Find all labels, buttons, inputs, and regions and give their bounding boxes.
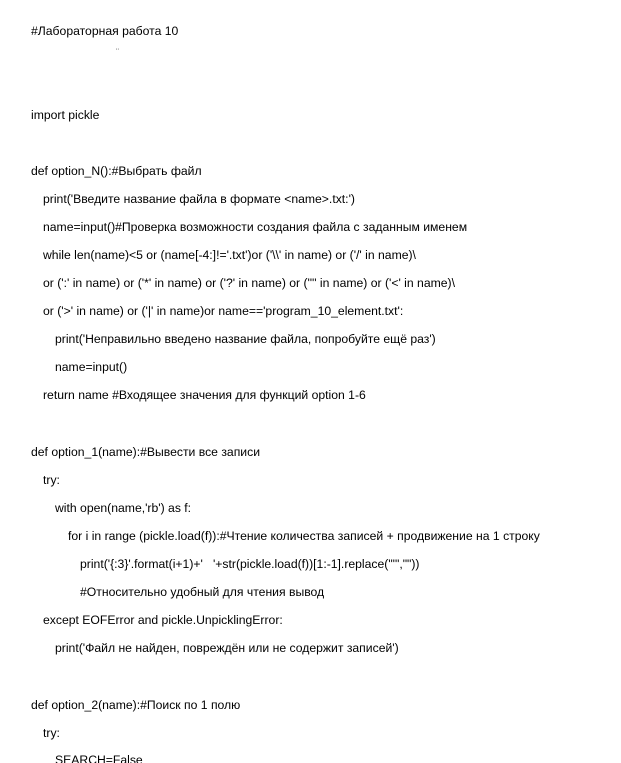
code-line-def-option-2: def option_2(name):#Поиск по 1 полю [31, 698, 241, 712]
code-line: with open(name,'rb') as f: [55, 501, 192, 515]
code-line: try: [43, 726, 60, 740]
code-line: while len(name)<5 or (name[-4:]!='.txt')or ('\\' in name) or ('/' in name)\ [43, 248, 416, 262]
code-line: print('Введите название файла в формате <name>.txt:') [43, 192, 355, 206]
code-line-import: import pickle [31, 108, 100, 122]
code-line: except EOFError and pickle.UnpicklingError: [43, 613, 283, 627]
code-line: print('Файл не найден, повреждён или не содержит записей') [55, 641, 399, 655]
code-line: or (':' in name) or ('*' in name) or ('?' in name) or ('"' in name) or ('<' in name)\ [43, 276, 455, 290]
code-line-comment-title: #Лабораторная работа 10 [31, 24, 179, 38]
code-line: or ('>' in name) or ('|' in name)or name=='program_10_element.txt': [43, 304, 404, 318]
code-line: SEARCH=False [55, 753, 143, 763]
stray-mark: ¨ [116, 47, 119, 57]
code-line: try: [43, 473, 60, 487]
code-line: print('Неправильно введено название файла, попробуйте ещё раз') [55, 332, 436, 346]
code-line: for i in range (pickle.load(f)):#Чтение количества записей + продвижение на 1 строку [68, 529, 540, 543]
code-line: print('{:3}'.format(i+1)+' '+str(pickle.load(f))[1:-1].replace("'","")) [80, 557, 420, 571]
code-line-def-option-1: def option_1(name):#Вывести все записи [31, 445, 261, 459]
code-line: #Относительно удобный для чтения вывод [80, 585, 325, 599]
code-line-def-option-n: def option_N():#Выбрать файл [31, 164, 202, 178]
code-line: return name #Входящее значения для функций option 1-6 [43, 388, 366, 402]
code-line: name=input()#Проверка возможности создания файла с заданным именем [43, 220, 468, 234]
code-line: name=input() [55, 360, 128, 374]
